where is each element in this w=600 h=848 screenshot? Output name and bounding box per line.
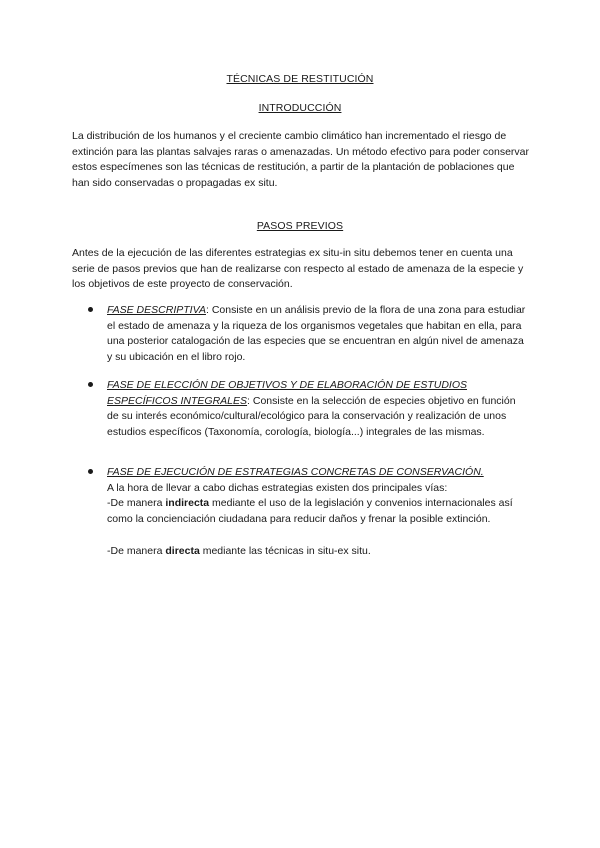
direct-rest: mediante las técnicas in situ-ex situ. <box>199 544 371 557</box>
phase-title: FASE DE ELECCIÓN DE OBJETIVOS Y DE ELABORACIÓN DE ESTUDIOS ESPECÍFICOS INTEGRALES <box>107 379 468 407</box>
bullet-icon <box>88 469 93 474</box>
phase-body <box>107 378 529 441</box>
direct-method <box>107 544 529 560</box>
direct-prefix: -De manera <box>107 544 166 557</box>
phase-body <box>107 303 529 366</box>
indirect-prefix: -De manera <box>107 497 166 510</box>
bullet-icon <box>88 382 93 387</box>
phase-text: : Consiste en un análisis previo de la flora de una zona para estudiar el estado de amenaza y la riqueza de los organismos vegetales que habitan en ella, para una posterior catalogación de las especies que se encuentran en algún nivel de amenaza y su ubicación en el libro rojo. <box>107 304 526 364</box>
direct-bold: directa <box>165 544 200 557</box>
phase-title: FASE DESCRIPTIVA <box>107 304 206 316</box>
intro-heading: INTRODUCCIÓN <box>258 102 342 114</box>
bullet-icon <box>88 307 93 312</box>
intro-paragraph: La distribución de los humanos y el creciente cambio climático han incrementado el riesgo de extinción para las plantas salvajes raras o amenazadas. Un método efectivo para poder conservar estos especímenes son las técnicas de restitución, a partir de la plantación de poblaciones que han sido conservadas o propagadas ex situ. <box>72 130 530 190</box>
indirect-rest: mediante el uso de la legislación y convenios internacionales así como la concienciación ciudadana para reducir daños y frenar la posible extinción. <box>107 497 513 526</box>
document-title: TÉCNICAS DE RESTITUCIÓN <box>226 73 374 85</box>
pasos-previos-paragraph: Antes de la ejecución de las diferentes estrategias ex situ-in situ debemos tener en cuenta una serie de pasos previos que han de realizarse con respecto al estado de amenaza de la especie y los objetivos de este proyecto de conservación. <box>72 247 524 291</box>
pasos-previos-heading: PASOS PREVIOS <box>256 220 344 232</box>
phase-title: FASE DE EJECUCIÓN DE ESTRATEGIAS CONCRETAS DE CONSERVACIÓN. <box>107 466 484 478</box>
indirect-method <box>107 496 529 527</box>
indirect-bold: indirecta <box>165 497 210 510</box>
phase-body <box>107 465 529 559</box>
phase-intro-line: A la hora de llevar a cabo dichas estrategias existen dos principales vías: <box>107 481 448 494</box>
phase-text: : Consiste en la selección de especies objetivo en función de su interés económico/cultural/ecológico para la conservación y realización de unos estudios específicos (Taxonomía, corología, biología...) integrales de las mismas. <box>107 394 516 439</box>
spacer <box>107 528 529 544</box>
